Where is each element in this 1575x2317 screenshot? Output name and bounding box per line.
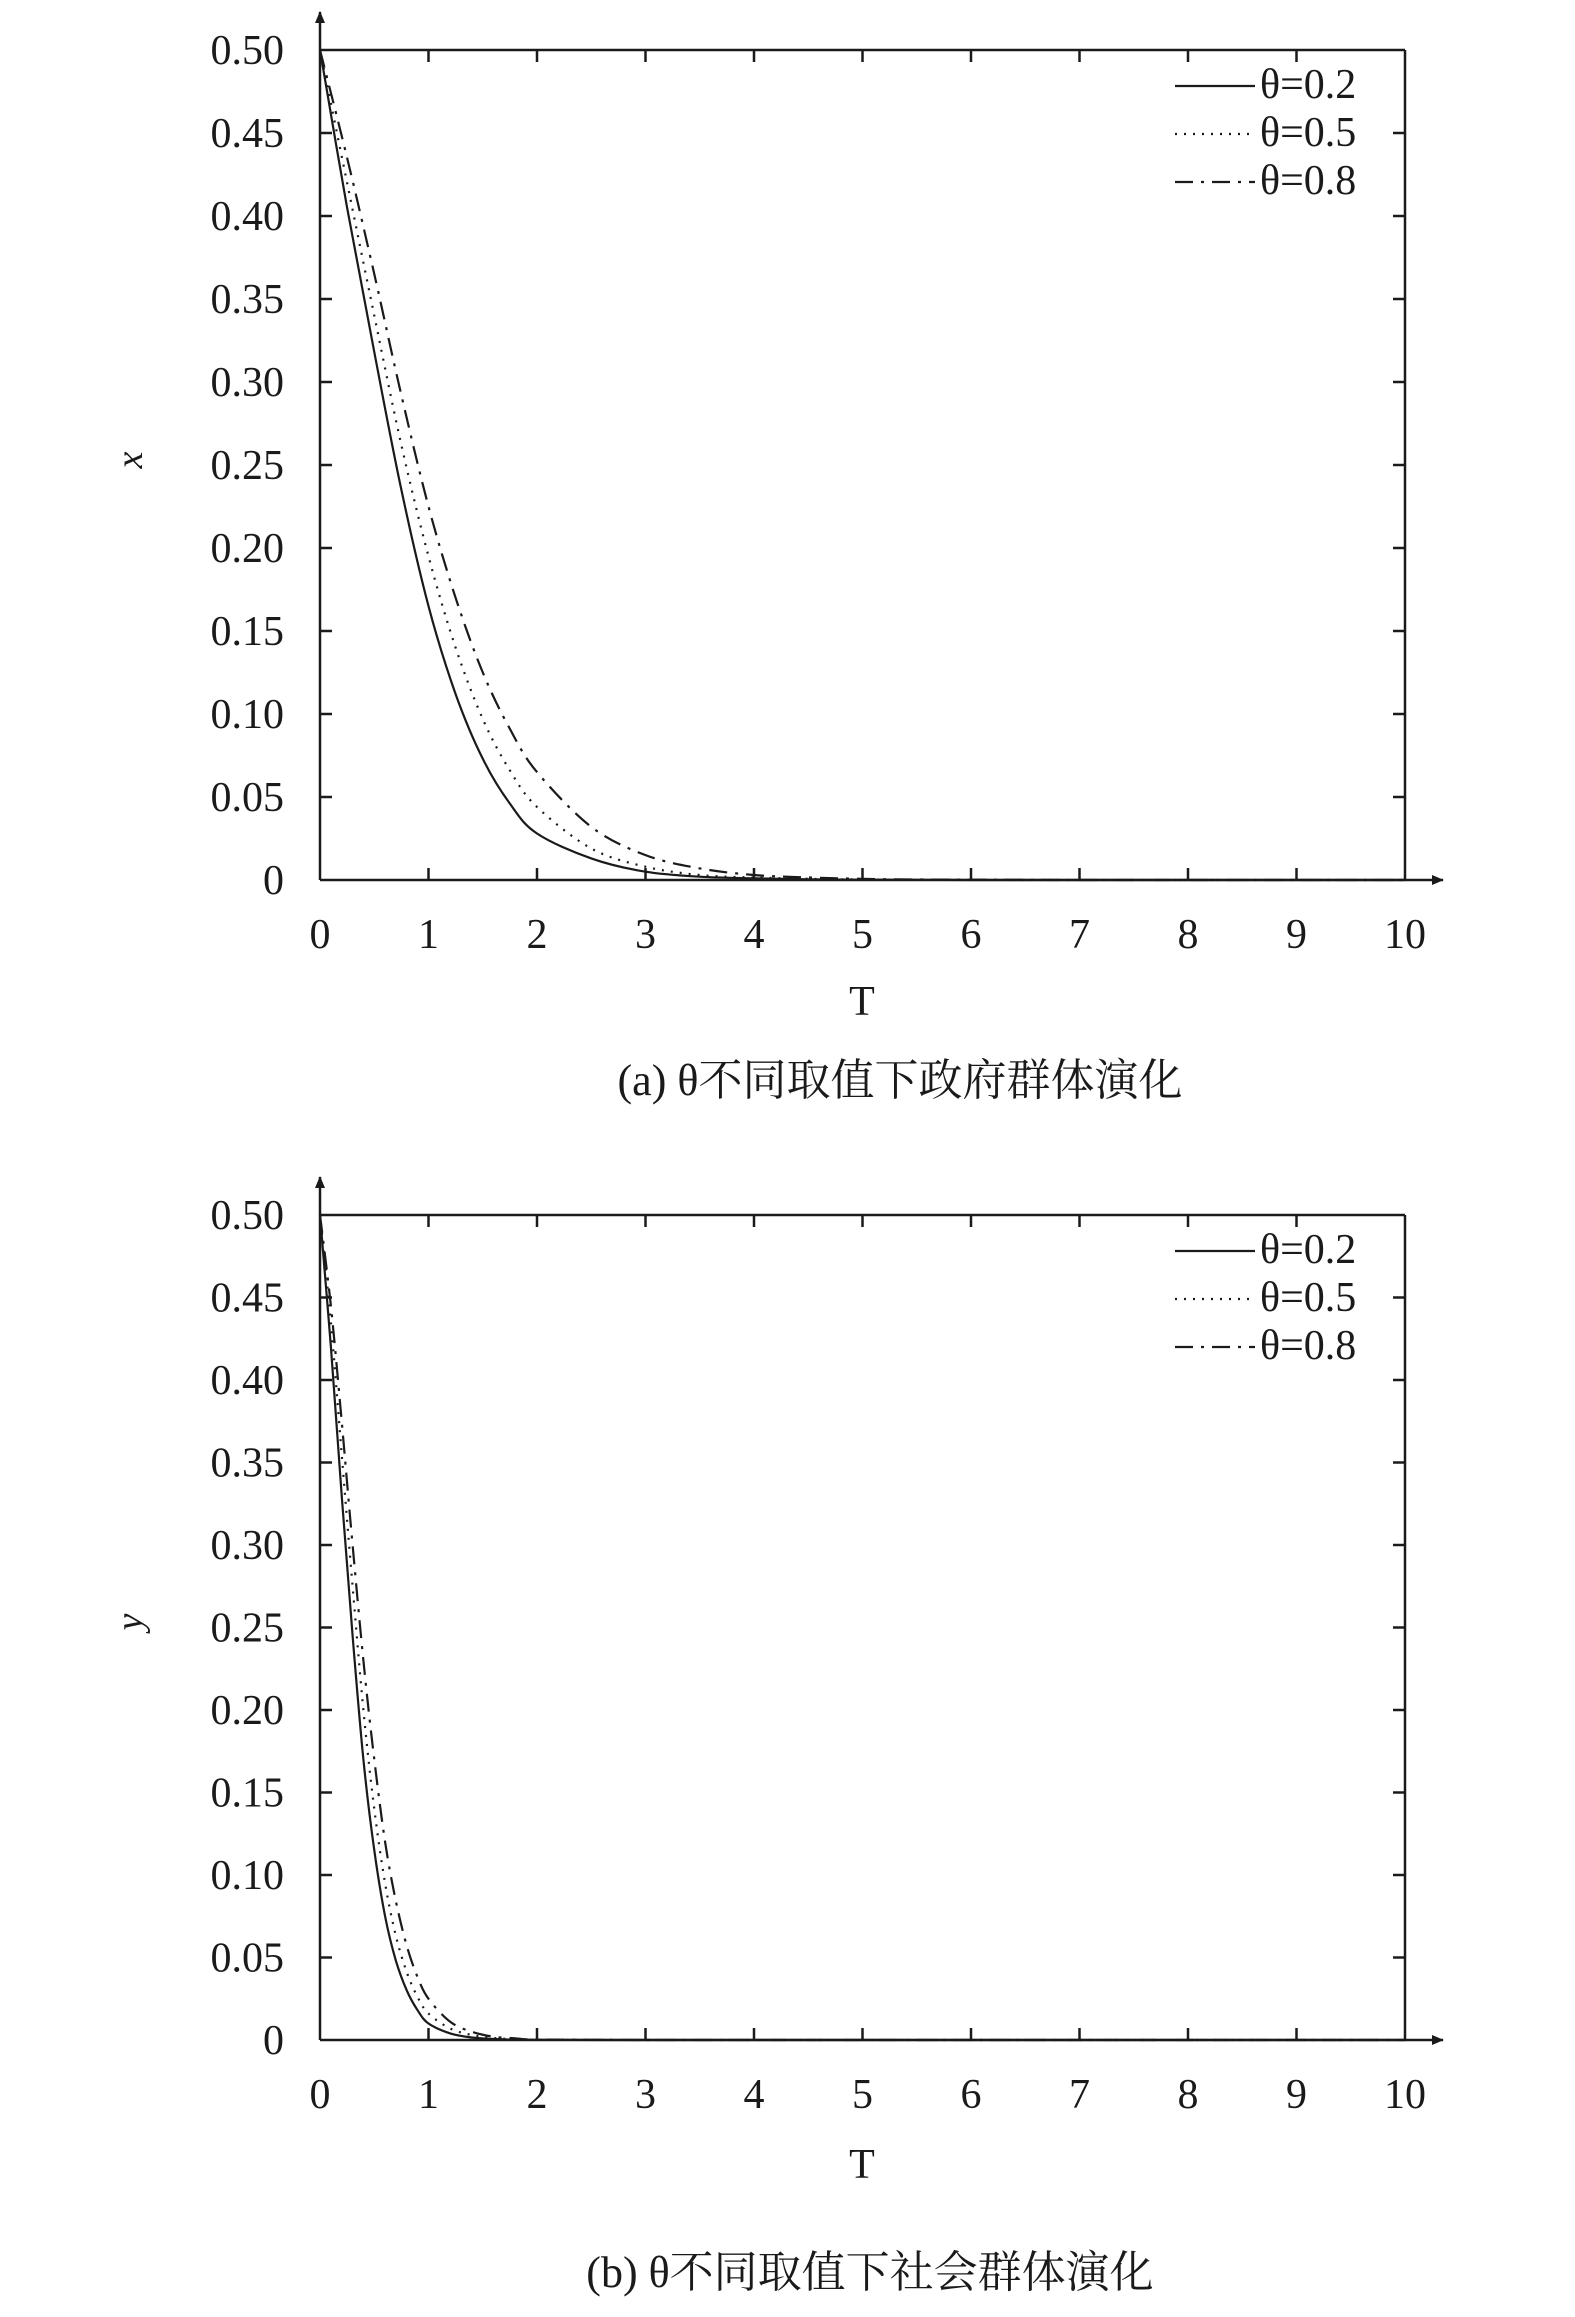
x-tick-label: 1 [418, 2072, 439, 2118]
chart-caption: (a) θ不同取值下政府群体演化 [617, 1056, 1183, 1105]
x-tick-label: 5 [852, 912, 873, 958]
x-tick-label: 1 [418, 912, 439, 958]
legend-label: θ=0.2 [1260, 1227, 1357, 1273]
x-tick-label: 9 [1286, 912, 1307, 958]
x-tick-label: 6 [960, 912, 982, 958]
chart-panel-b [109, 1177, 1443, 2297]
y-tick-label: 0.15 [210, 609, 284, 655]
series-line-1 [320, 1215, 1405, 2040]
x-tick-label: 10 [1384, 912, 1426, 958]
y-tick-label: 0.45 [210, 1275, 284, 1322]
y-tick-label: 0.05 [210, 1935, 284, 1982]
x-tick-label: 8 [1177, 912, 1199, 958]
legend-label: θ=0.5 [1260, 110, 1357, 156]
series-line-2 [320, 50, 1405, 880]
x-tick-label: 0 [309, 2072, 331, 2118]
y-tick-label: 0.20 [210, 526, 284, 572]
y-tick-label: 0.30 [210, 360, 284, 406]
x-tick-label: 9 [1286, 2072, 1307, 2118]
x-tick-label: 4 [743, 2072, 765, 2118]
y-tick-label: 0.10 [210, 692, 284, 738]
legend-label: θ=0.8 [1260, 158, 1357, 204]
x-tick-label: 10 [1384, 2072, 1426, 2118]
y-tick-label: 0.50 [210, 1193, 284, 1239]
x-tick-label: 2 [526, 2072, 548, 2118]
chart-caption: (b) θ不同取值下社会群体演化 [586, 2248, 1154, 2297]
x-tick-label: 3 [635, 2072, 656, 2118]
x-tick-label: 8 [1177, 2072, 1199, 2118]
legend-label: θ=0.5 [1260, 1275, 1357, 1321]
x-tick-label: 7 [1069, 912, 1090, 958]
x-tick-label: 3 [635, 912, 656, 958]
y-tick-label: 0.50 [210, 28, 284, 74]
y-tick-label: 0 [263, 858, 284, 904]
y-tick-label: 0.35 [210, 277, 284, 323]
legend [1175, 1227, 1356, 1369]
y-axis-label: y [109, 1613, 151, 1631]
legend-label: θ=0.8 [1260, 1323, 1357, 1369]
y-tick-label: 0.20 [210, 1688, 284, 1734]
plot-area [211, 12, 1444, 958]
x-tick-label: 7 [1069, 2072, 1090, 2118]
y-tick-label: 0 [263, 2018, 284, 2064]
x-tick-label: 5 [852, 2072, 873, 2118]
legend [1175, 62, 1356, 204]
y-tick-label: 0.30 [210, 1523, 284, 1569]
plot-area [211, 1177, 1444, 2118]
y-tick-label: 0.10 [210, 1853, 284, 1899]
x-tick-label: 0 [309, 912, 331, 958]
y-axis-label: x [109, 451, 151, 469]
y-tick-label: 0.15 [210, 1770, 284, 1817]
y-tick-label: 0.45 [210, 111, 284, 157]
x-tick-label: 6 [960, 2072, 982, 2118]
chart-panel-a [109, 12, 1443, 1105]
y-tick-label: 0.05 [210, 775, 284, 821]
y-tick-label: 0.40 [210, 194, 284, 240]
y-tick-label: 0.25 [210, 443, 284, 489]
y-tick-label: 0.40 [210, 1358, 284, 1404]
series-line-3 [320, 50, 1405, 880]
y-tick-label: 0.35 [210, 1440, 284, 1487]
series-line-3 [320, 1215, 1405, 2040]
y-tick-label: 0.25 [210, 1605, 284, 1652]
x-axis-label: T [849, 2142, 875, 2188]
legend-label: θ=0.2 [1260, 62, 1357, 108]
x-tick-label: 2 [526, 912, 548, 958]
x-tick-label: 4 [743, 912, 765, 958]
series-line-2 [320, 1215, 1405, 2040]
x-axis-label: T [849, 979, 875, 1025]
series-line-1 [320, 50, 1405, 880]
